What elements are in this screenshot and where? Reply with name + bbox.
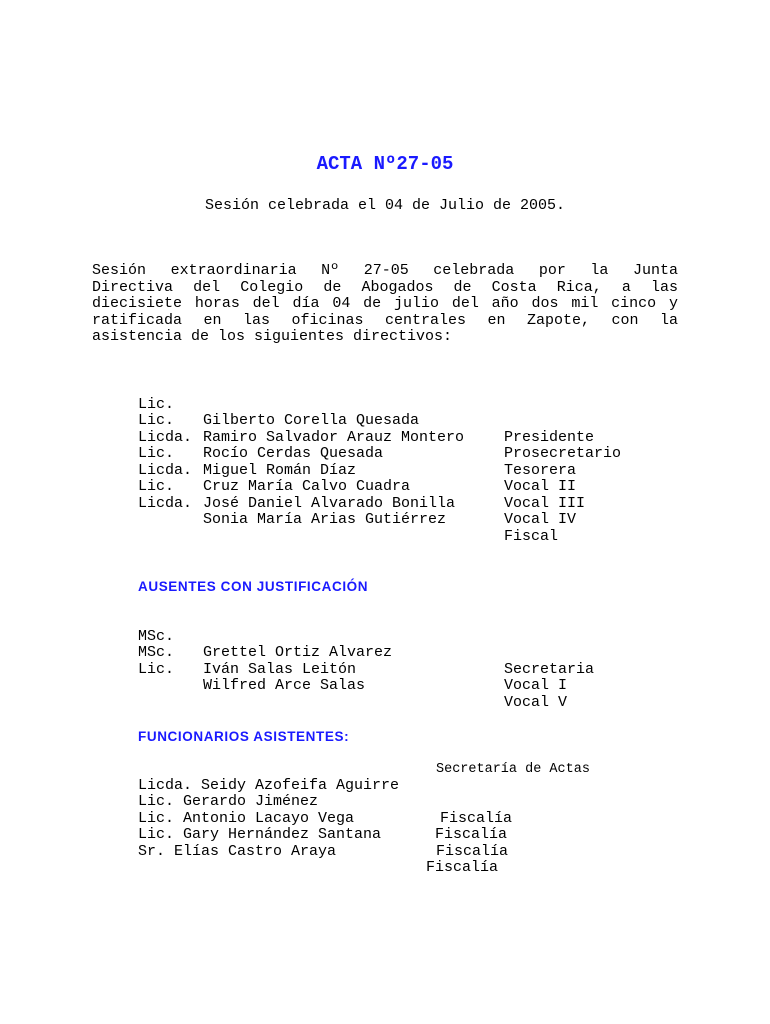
intro-line: ratificada en las oficinas centrales en Zapote, con la <box>92 311 678 329</box>
staff-members-list <box>138 761 590 876</box>
staff-name: Lic. Gerardo Jiménez <box>138 793 319 810</box>
member-name: Rocío Cerdas Quesada <box>203 445 384 462</box>
member-name: José Daniel Alvarado Bonilla <box>203 494 456 512</box>
intro-line: asistencia de los siguientes directivos: <box>92 328 453 346</box>
document-subtitle: Sesión celebrada el 04 de Julio de 2005. <box>204 197 566 214</box>
member-role: Secretaria <box>504 660 595 678</box>
staff-name: Licda. Seidy Azofeifa Aguirre <box>138 776 400 794</box>
member-name: Iván Salas Leitón <box>203 660 357 678</box>
staff-role: Fiscalía <box>440 809 513 827</box>
member-name: Cruz María Calvo Cuadra <box>203 478 411 495</box>
member-role: Tesorera <box>504 461 577 479</box>
staff-heading: FUNCIONARIOS ASISTENTES: <box>138 729 350 744</box>
staff-name: Sr. Elías Castro Araya <box>138 842 337 860</box>
member-name: Sonia María Arias Gutiérrez <box>203 511 447 528</box>
member-name: Wilfred Arce Salas <box>203 677 366 694</box>
member-title: Licda. <box>138 494 193 512</box>
member-role: Vocal I <box>504 677 568 694</box>
member-title: Licda. <box>138 461 193 479</box>
member-title: MSc. <box>138 627 175 645</box>
staff-name: Lic. Antonio Lacayo Vega <box>138 809 355 827</box>
member-role: Prosecretario <box>504 445 622 462</box>
present-members-list <box>138 380 622 545</box>
member-role: Presidente <box>504 428 595 446</box>
member-name: Miguel Román Díaz <box>203 461 357 479</box>
member-title: Lic. <box>138 395 175 413</box>
staff-role: Fiscalía <box>426 859 499 876</box>
staff-role: Fiscalía <box>436 842 509 860</box>
member-role: Vocal IV <box>504 511 577 528</box>
list-item <box>138 761 590 794</box>
staff-name: Lic. Gary Hernández Santana <box>138 826 382 843</box>
member-role: Vocal III <box>504 494 586 512</box>
member-title: Lic. <box>138 412 175 429</box>
intro-line: diecisiete horas del día 04 de julio del año dos mil cinco y <box>92 295 678 313</box>
member-name: Ramiro Salvador Arauz Montero <box>203 428 465 446</box>
intro-paragraph <box>92 263 678 346</box>
absent-heading: AUSENTES CON JUSTIFICACIÓN <box>138 579 369 594</box>
intro-line: Sesión extraordinaria Nº 27-05 celebrada por la Junta <box>92 262 678 279</box>
member-title: Licda. <box>138 428 193 446</box>
member-name: Gilberto Corella Quesada <box>203 412 420 429</box>
member-title: Lic. <box>138 660 175 678</box>
absent-members-list <box>138 612 595 711</box>
member-name: Grettel Ortiz Alvarez <box>203 644 393 661</box>
staff-role: Secretaría de Actas <box>436 762 590 777</box>
staff-role: Fiscalía <box>435 826 508 843</box>
member-role: Fiscal <box>504 527 559 545</box>
document-title: ACTA Nº27-05 <box>316 153 454 175</box>
intro-line: Directiva del Colegio de Abogados de Costa Rica, a las <box>92 278 678 296</box>
member-role: Vocal V <box>504 693 568 711</box>
member-role: Vocal II <box>504 478 577 495</box>
member-title: Lic. <box>138 445 175 462</box>
member-title: Lic. <box>138 478 175 495</box>
member-title: MSc. <box>138 644 175 661</box>
